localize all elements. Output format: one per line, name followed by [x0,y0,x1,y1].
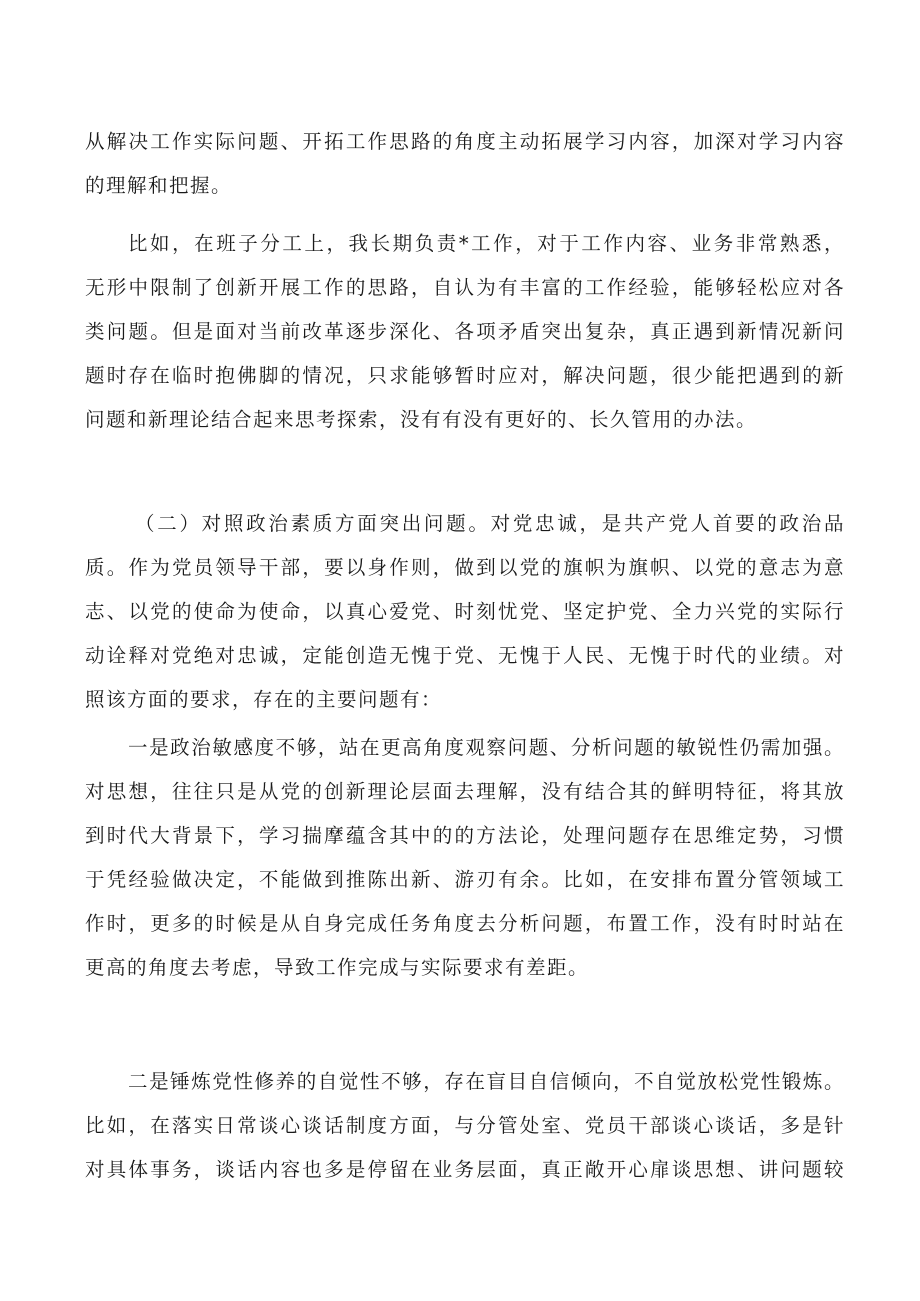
text-line: 无形中限制了创新开展工作的思路，自认为有丰富的工作经验，能够轻松应对各 [85,276,845,299]
text-line: 照该方面的要求，存在的主要问题有： [85,688,443,711]
paragraph-point-one [85,726,845,990]
paragraph-point-two [85,1060,845,1192]
text-line: 类问题。但是面对当前改革逐步深化、各项矛盾突出复杂，真正遇到新情况新问 [85,320,845,343]
text-line: 更高的角度去考虑，导致工作完成与实际要求有差距。 [85,956,590,979]
text-line: 于凭经验做决定，不能做到推陈出新、游刃有余。比如，在安排布置分管领域工 [85,868,845,891]
text-line: 质。作为党员领导干部，要以身作则，做到以党的旗帜为旗帜、以党的意志为意 [85,556,845,579]
text-line: 动诠释对党绝对忠诚，定能创造无愧于党、无愧于人民、无愧于时代的业绩。对 [85,644,845,667]
paragraph-continuation [85,120,845,208]
paragraph-example [85,222,845,442]
text-line: 的理解和把握。 [85,174,233,197]
text-line: 志、以党的使命为使命，以真心爱党、时刻忧党、坚定护党、全力兴党的实际行 [85,600,845,623]
text-line: 问题和新理论结合起来思考探索，没有有没有更好的、长久管用的办法。 [85,408,758,431]
text-line: 对思想，往往只是从党的创新理论层面去理解，没有结合其的鲜明特征，将其放 [85,780,845,803]
text-line: 作时，更多的时候是从自身完成任务角度去分析问题，布置工作，没有时时站在 [85,912,845,935]
text-line: 对具体事务，谈话内容也多是停留在业务层面，真正敞开心扉谈思想、讲问题较 [85,1158,845,1181]
text-line: 题时存在临时抱佛脚的情况，只求能够暂时应对，解决问题，很少能把遇到的新 [85,364,845,387]
text-line: 从解决工作实际问题、开拓工作思路的角度主动拓展学习内容，加深对学习内容 [85,130,845,153]
text-line: （二）对照政治素质方面突出问题。对党忠诚，是共产党人首要的政治品 [135,512,845,535]
text-line: 二是锤炼党性修养的自觉性不够，存在盲目自信倾向，不自觉放松党性锻炼。 [128,1070,845,1093]
paragraph-section-heading [85,502,845,722]
text-line: 比如，在班子分工上，我长期负责*工作，对于工作内容、业务非常熟悉， [128,232,845,255]
text-line: 比如，在落实日常谈心谈话制度方面，与分管处室、党员干部谈心谈话，多是针 [85,1114,845,1137]
text-line: 到时代大背景下，学习揣摩蕴含其中的的方法论，处理问题存在思维定势，习惯 [85,824,845,847]
text-line: 一是政治敏感度不够，站在更高角度观察问题、分析问题的敏锐性仍需加强。 [128,736,845,759]
